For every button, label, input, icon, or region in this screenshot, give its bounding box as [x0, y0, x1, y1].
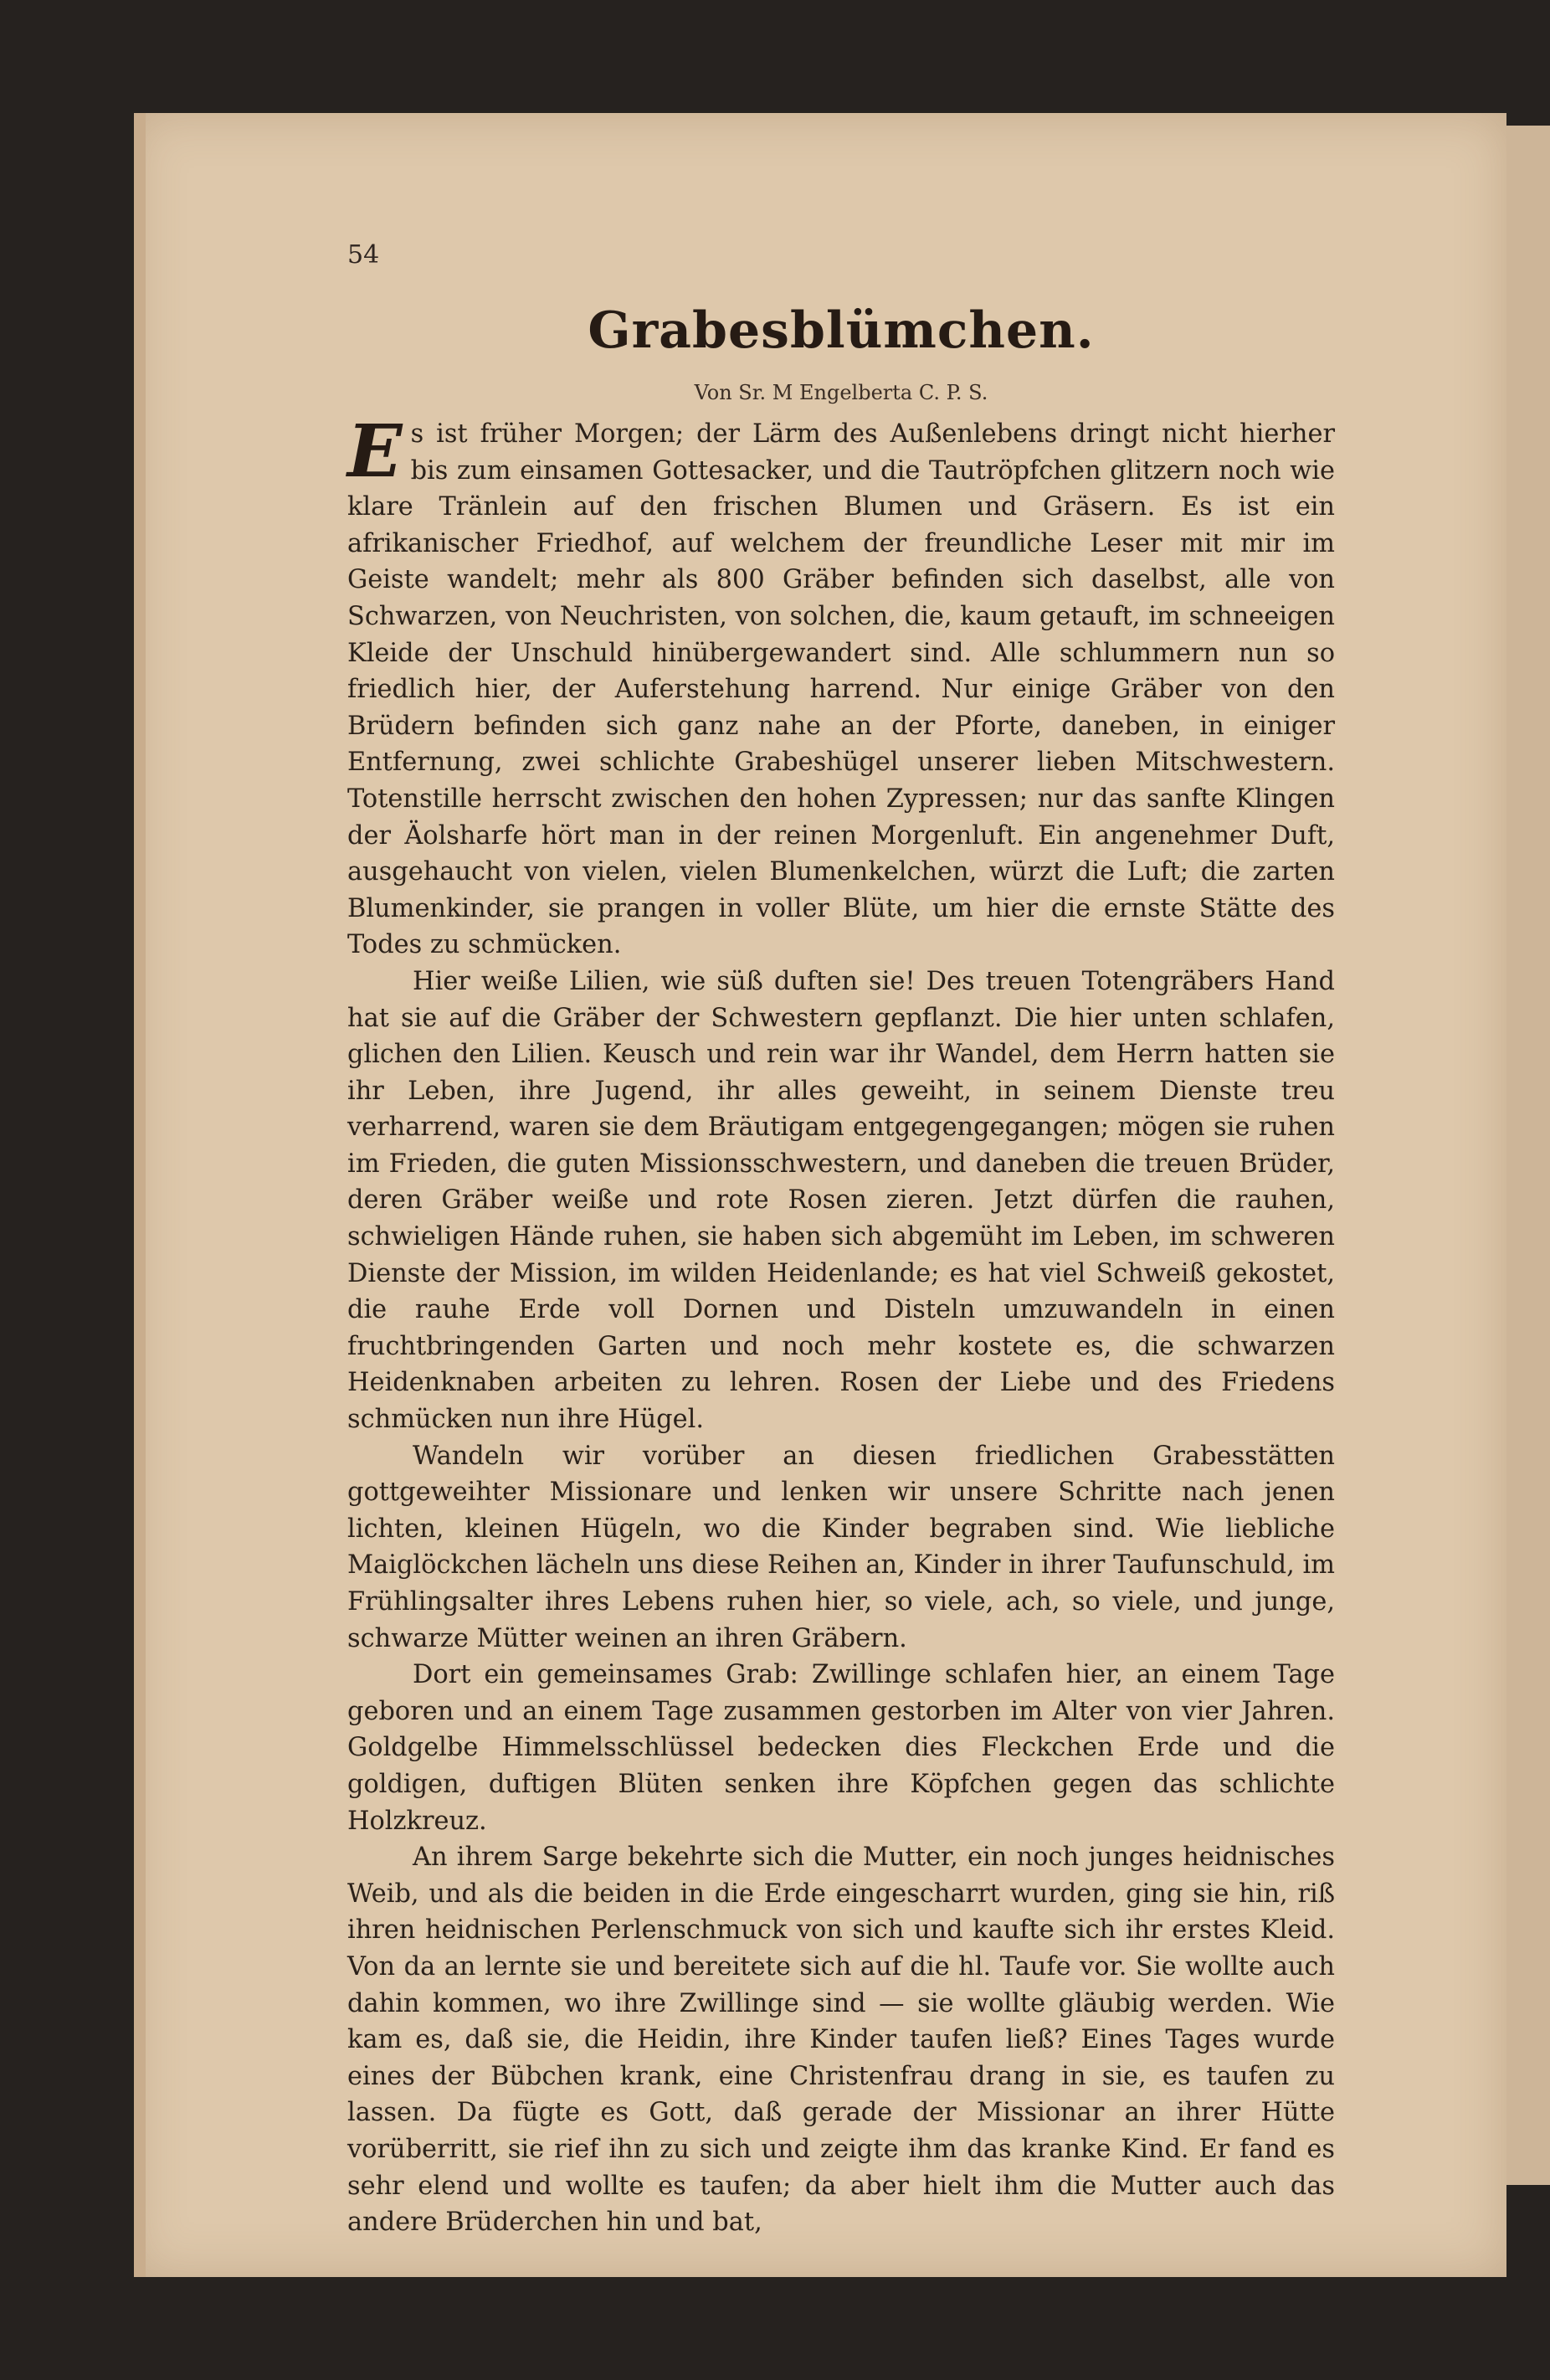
paragraph-4: Dort ein gemeinsames Grab: Zwillinge schlafen hier, an einem Tage geboren und an einem Tage zusammen gestorben im Alter von vier Jahren. Goldgelbe Himmelsschlüssel bedecken dies Fleckchen Erde und die goldigen, duftigen Blüten senken ihre Köpfchen gegen das schlichte Holzkreuz.	[347, 1660, 1335, 1836]
paragraph-5: An ihrem Sarge bekehrte sich die Mutter, ein noch junges heidnisches Weib, und als die beiden in die Erde eingescharrt wurden, ging sie hin, riß ihren heidnischen Perlenschmuck von sich und kaufte sich ihr erstes Kleid. Von da an lernte sie und bereitete sich auf die hl. Taufe vor. Sie wollte auch dahin kommen, wo ihre Zwillinge sind — sie wollte gläubig werden. Wie kam es, daß sie, die Heidin, ihre Kinder taufen ließ? Eines Tages wurde eines der Bübchen krank, eine Christenfrau drang in sie, es taufen zu lassen. Da fügte es Gott, daß gerade der Missionar an ihrer Hütte vorüberritt, sie rief ihn zu sich und zeigte ihm das kranke Kind. Er fand es sehr elend und wollte es taufen; da aber hielt ihm die Mutter auch das andere Brüderchen hin und bat,	[347, 1843, 1335, 2238]
paragraph-1-text: s ist früher Morgen; der Lärm des Außenlebens dringt nicht hierher bis zum einsamen Gottesacker, und die Tautröpfchen glitzern noch wie klare Tränlein auf den frischen Blumen und Gräsern. Es ist ein afrikanischer Friedhof, auf welchem der freundliche Leser mit mir im Geiste wandelt; mehr als 800 Gräber befinden sich daselbst, alle von Schwarzen, von Neuchristen, von solchen, die, kaum getauft, im schneeigen Kleide der Unschuld hinübergewandert sind. Alle schlummern nun so friedlich hier, der Auferstehung harrend. Nur einige Gräber von den Brüdern befinden sich ganz nahe an der Pforte, daneben, in einiger Entfernung, zwei schlichte Grabeshügel unserer lieben Mitschwestern. Totenstille herrscht zwischen den hohen Zypressen; nur das sanfte Klingen der Äolsharfe hört man in der reinen Morgenluft. Ein angenehmer Duft, ausgehaucht von vielen, vielen Blumenkelchen, würzt die Luft; die zarten Blumenkinder, sie prangen in voller Blüte, um hier die ernste Stätte des Todes zu schmücken.	[347, 419, 1335, 960]
paragraph-2: Hier weiße Lilien, wie süß duften sie! Des treuen Totengräbers Hand hat sie auf die Gräber der Schwestern gepflanzt. Die hier unten schlafen, glichen den Lilien. Keusch und rein war ihr Wandel, dem Herrn hatten sie ihr Leben, ihre Jugend, ihr alles geweiht, in seinem Dienste treu verharrend, waren sie dem Bräutigam entgegengegangen; mögen sie ruhen im Frieden, die guten Missionsschwestern, und daneben die treuen Brüder, deren Gräber weiße und rote Rosen zieren. Jetzt dürfen die rauhen, schwieligen Hände ruhen, sie haben sich abgemüht im Leben, im schweren Dienste der Mission, im wilden Heidenlande; es hat viel Schweiß gekostet, die rauhe Erde voll Dornen und Disteln umzuwandeln in einen fruchtbringenden Garten und noch mehr kostete es, die schwarzen Heidenknaben arbeiten zu lehren. Rosen der Liebe und des Friedens schmücken nun ihre Hügel.	[347, 966, 1335, 1435]
paragraph-3: Wandeln wir vorüber an diesen friedlichen Grabesstätten gottgeweihter Missionare und lenken wir unsere Schritte nach jenen lichten, kleinen Hügeln, wo die Kinder begraben sind. Wie liebliche Maiglöckchen lächeln uns diese Reihen an, Kinder in ihrer Taufunschuld, im Frühlingsalter ihres Lebens ruhen hier, so viele, ach, so viele, und junge, schwarze Mütter weinen an ihren Gräbern.	[347, 1441, 1335, 1653]
drop-cap: E	[347, 409, 403, 494]
paragraph-1	[347, 409, 1335, 964]
article-title: Grabesblümchen.	[588, 301, 1095, 360]
page-content	[347, 230, 1335, 2238]
page-spine	[134, 113, 146, 2277]
article-byline: Von Sr. M Engelberta C. P. S.	[694, 381, 988, 404]
article-body	[347, 409, 1335, 2241]
page-number: 54	[347, 240, 380, 270]
facing-page-edge	[1502, 126, 1550, 2185]
